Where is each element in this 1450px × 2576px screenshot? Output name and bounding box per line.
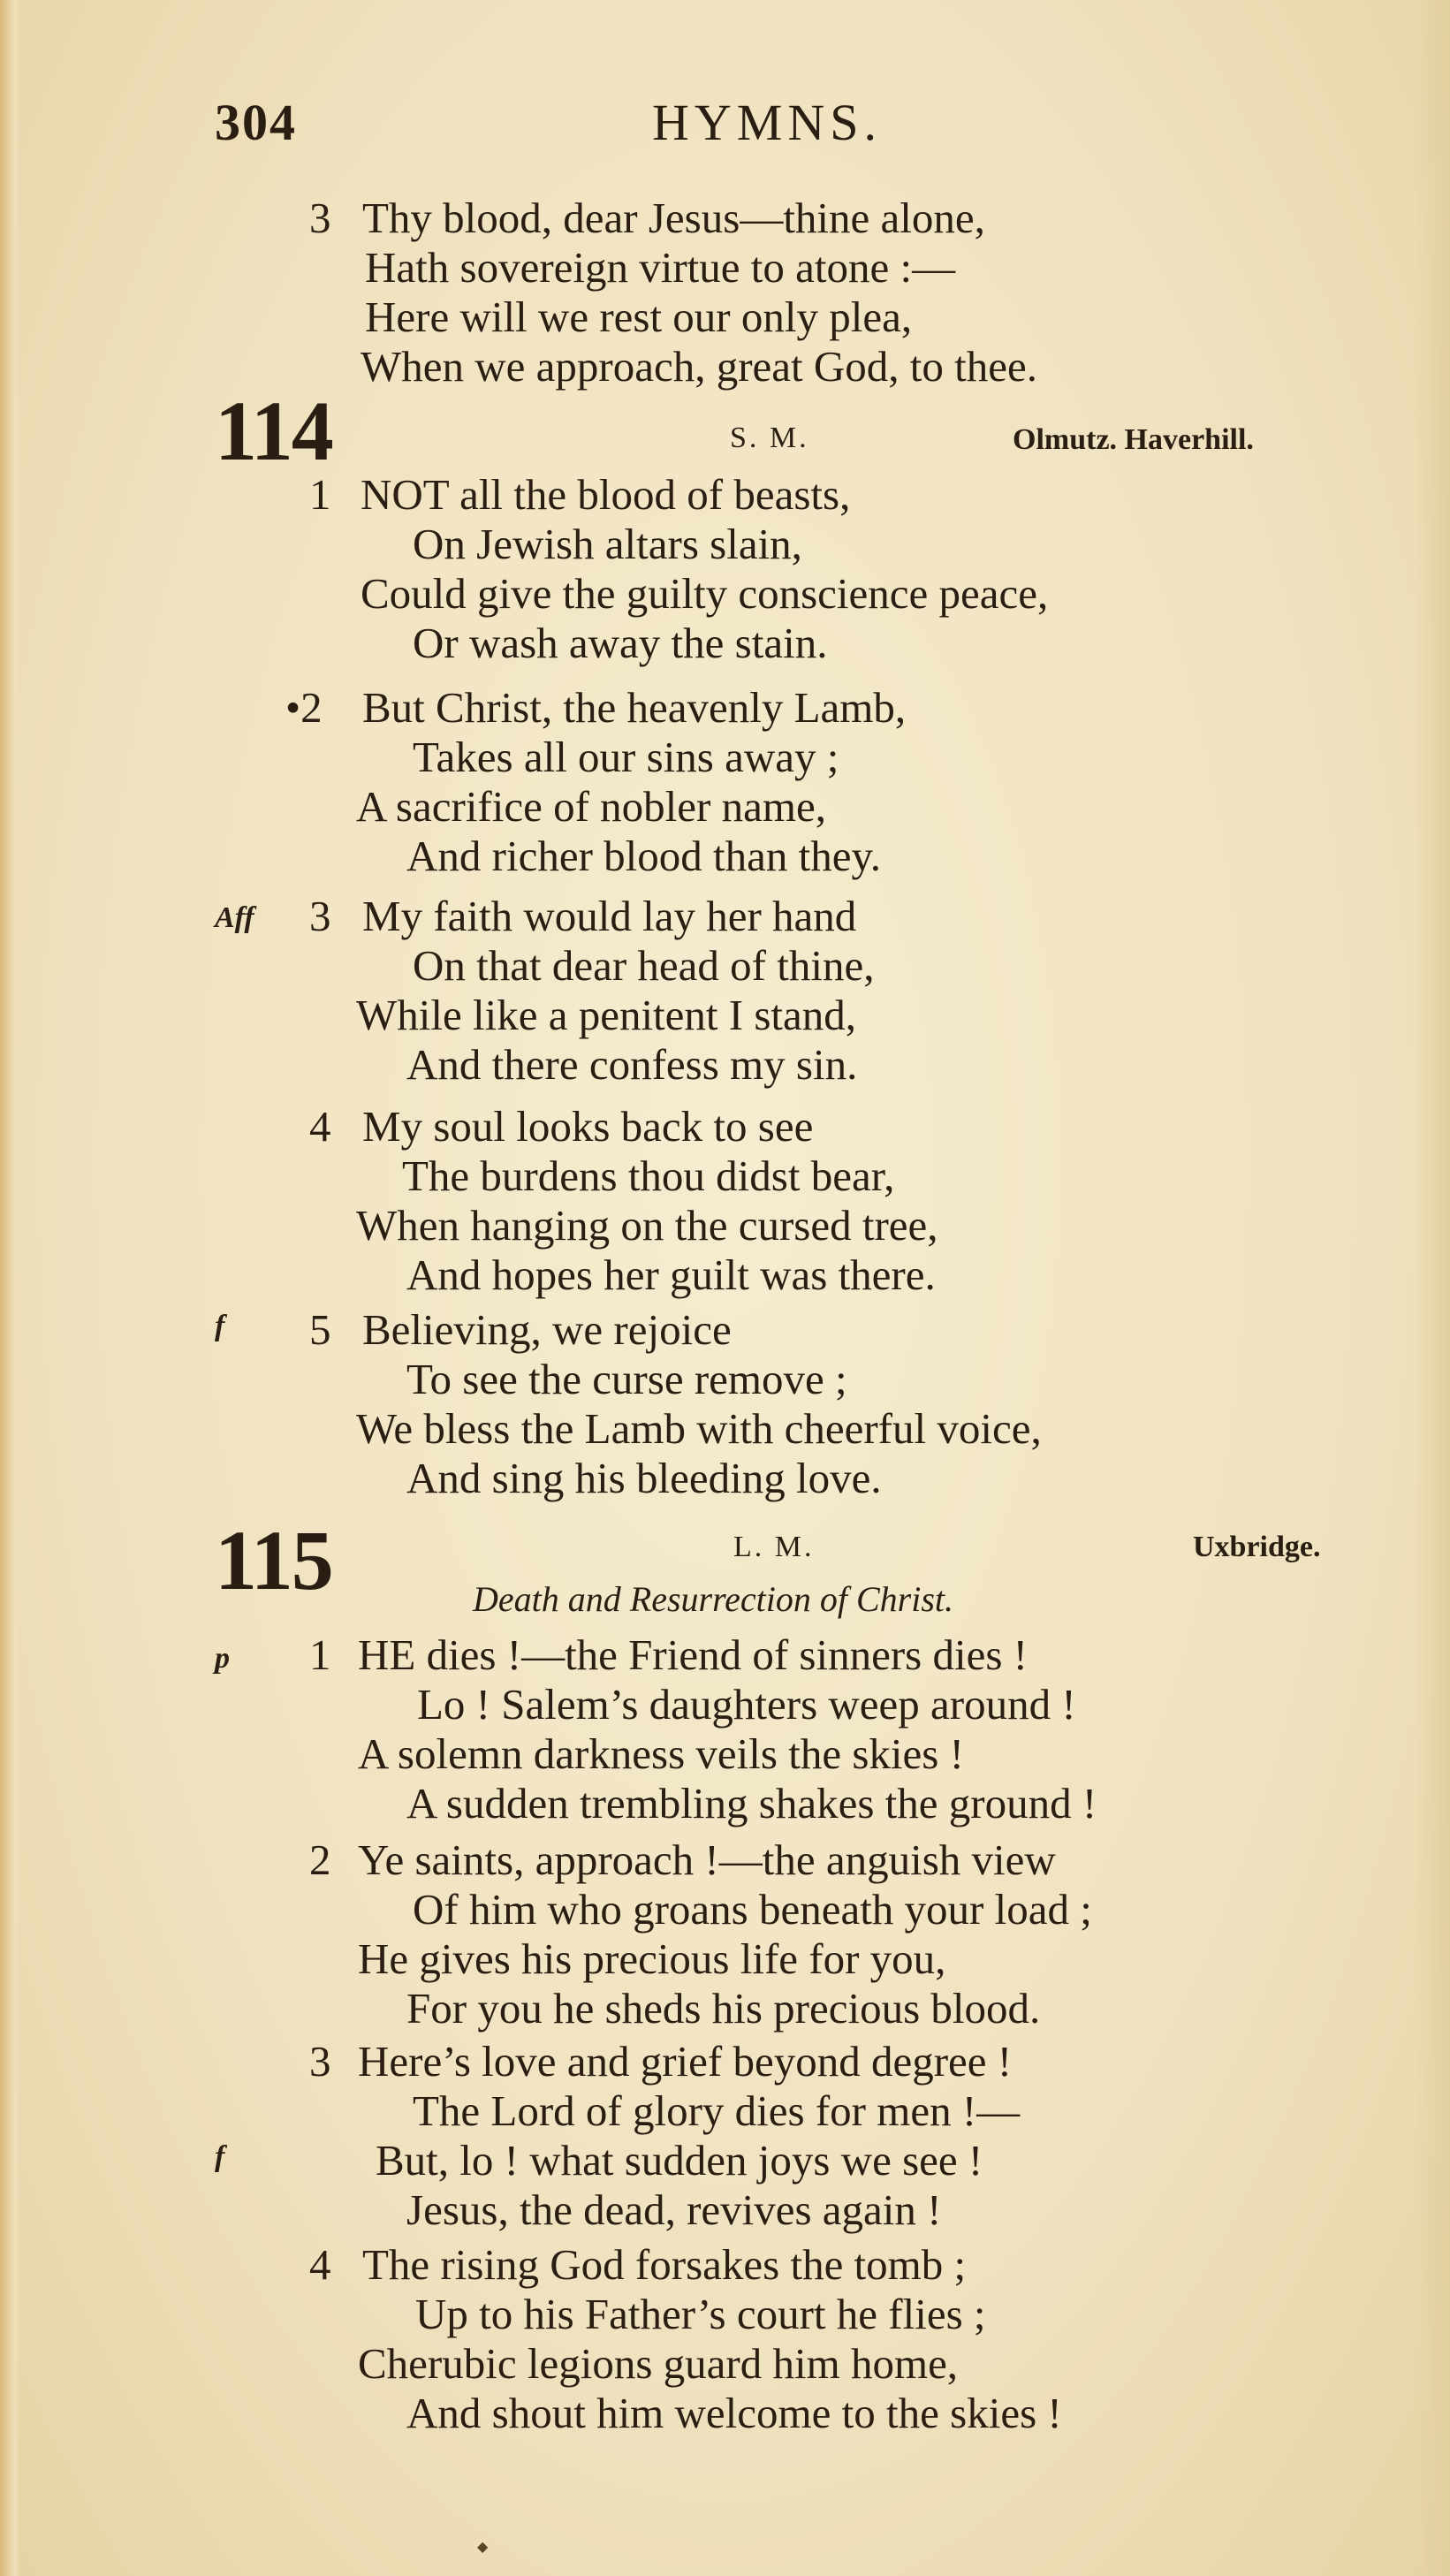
page-edge-right	[1415, 0, 1450, 2576]
verse-line: Or wash away the stain.	[413, 619, 828, 667]
dynamic-mark: p	[215, 1642, 230, 1675]
verse-line: For you he sheds his precious blood.	[406, 1984, 1041, 2033]
verse-line: Takes all our sins away ;	[413, 733, 839, 781]
verse-line: My faith would lay her hand	[362, 892, 857, 940]
verse-line: Of him who groans beneath your load ;	[413, 1885, 1092, 1934]
verse-line: And sing his bleeding love.	[406, 1454, 882, 1502]
page-number: 304	[215, 94, 297, 151]
verse-line: Cherubic legions guard him home,	[358, 2339, 959, 2388]
verse-line: Thy blood, dear Jesus—thine alone,	[362, 194, 985, 242]
verse-line: And richer blood than they.	[406, 832, 882, 880]
dynamic-mark: Aff	[215, 901, 254, 934]
verse-line: But, lo ! what sudden joys we see !	[376, 2136, 983, 2185]
running-title: HYMNS.	[652, 94, 882, 151]
verse-line: Lo ! Salem’s daughters weep around !	[417, 1680, 1076, 1729]
stanza-number: •2	[285, 683, 323, 732]
stanza-number: 3	[309, 2037, 331, 2086]
hymn-subtitle: Death and Resurrection of Christ.	[473, 1579, 954, 1619]
stanza-number: 4	[309, 2240, 331, 2289]
verse-line: Here will we rest our only plea,	[365, 293, 913, 341]
verse-line: The rising God forsakes the tomb ;	[362, 2240, 967, 2289]
verse-line: To see the curse remove ;	[406, 1355, 847, 1403]
verse-line: Here’s love and grief beyond degree !	[358, 2037, 1013, 2086]
verse-line: He gives his precious life for you,	[358, 1934, 946, 1983]
stanza-number: 2	[309, 1835, 331, 1884]
verse-line: Could give the guilty conscience peace,	[361, 569, 1049, 618]
verse-line: A sudden trembling shakes the ground !	[406, 1779, 1097, 1828]
stanza-number: 3	[309, 892, 331, 940]
hymn-tunes: Olmutz. Haverhill.	[1013, 423, 1254, 456]
printer-mark: ◆	[477, 2540, 489, 2555]
verse-line: When hanging on the cursed tree,	[356, 1201, 938, 1250]
verse-line: Up to his Father’s court he flies ;	[415, 2290, 986, 2338]
page-edge-left	[0, 0, 19, 2576]
verse-line: HE dies !—the Friend of sinners dies !	[358, 1630, 1028, 1679]
verse-line: NOT all the blood of beasts,	[361, 470, 851, 519]
stanza-number: 1	[309, 470, 331, 519]
stanza-number: 4	[309, 1102, 331, 1151]
verse-line: On Jewish altars slain,	[413, 520, 802, 568]
verse-line: Hath sovereign virtue to atone :—	[365, 243, 956, 292]
verse-line: And hopes her guilt was there.	[406, 1250, 936, 1299]
verse-line: But Christ, the heavenly Lamb,	[362, 683, 907, 732]
verse-line: Jesus, the dead, revives again !	[406, 2185, 942, 2234]
verse-line: My soul looks back to see	[362, 1102, 814, 1151]
verse-line: And there confess my sin.	[406, 1040, 858, 1089]
verse-line: On that dear head of thine,	[413, 941, 875, 990]
hymn-meter: S. M.	[730, 422, 809, 454]
verse-line: We bless the Lamb with cheerful voice,	[356, 1404, 1042, 1453]
hymn-number: 115	[215, 1513, 332, 1607]
verse-line: While like a penitent I stand,	[356, 991, 857, 1039]
verse-line: Believing, we rejoice	[362, 1305, 732, 1354]
verse-line: And shout him welcome to the skies !	[406, 2389, 1062, 2437]
verse-line: The burdens thou didst bear,	[402, 1151, 895, 1200]
verse-line: When we approach, great God, to thee.	[361, 342, 1037, 391]
verse-line: Ye saints, approach !—the anguish view	[358, 1835, 1056, 1884]
hymn-number: 114	[215, 384, 332, 478]
verse-line: The Lord of glory dies for men !—	[413, 2086, 1021, 2135]
dynamic-mark: f	[215, 1310, 225, 1342]
verse-line: A sacrifice of nobler name,	[356, 782, 826, 831]
stanza-number: 1	[309, 1630, 331, 1679]
hymn-tune: Uxbridge.	[1193, 1531, 1321, 1563]
stanza-number: 3	[309, 194, 331, 242]
verse-line: A solemn darkness veils the skies !	[358, 1729, 964, 1778]
stanza-number: 5	[309, 1305, 331, 1354]
dynamic-mark: f	[215, 2140, 225, 2173]
hymn-meter: L. M.	[733, 1531, 815, 1563]
